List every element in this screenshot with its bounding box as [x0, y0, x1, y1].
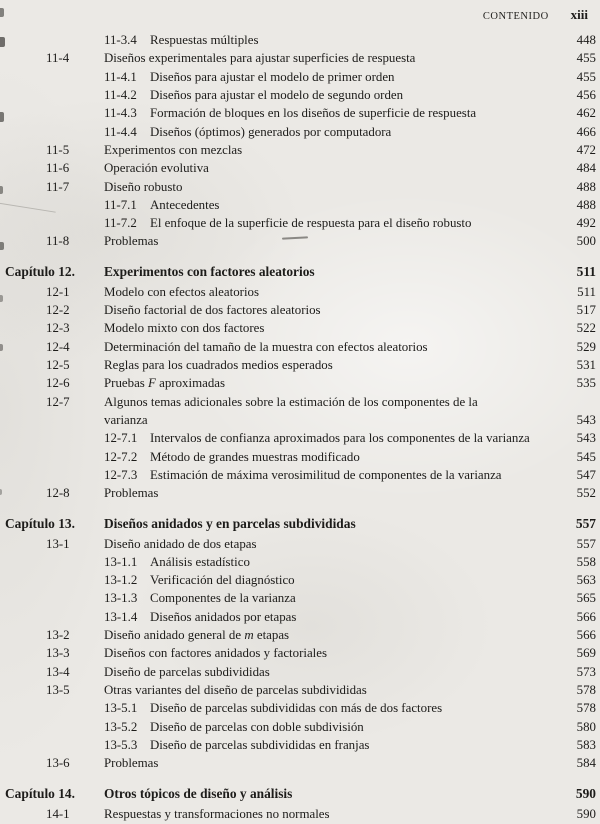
entry-page: 462 — [576, 106, 596, 121]
entry-page: 484 — [576, 161, 596, 176]
entry-number: 11-7 — [46, 179, 70, 194]
entry-title: Estimación de máxima verosimilitud de componentes de la varianza — [150, 467, 502, 482]
entry-page: 488 — [576, 197, 596, 212]
entry-number: 11-4.3 — [104, 106, 137, 121]
entry-number: 13-3 — [46, 646, 70, 661]
entry-page: 455 — [576, 51, 596, 66]
entry-title: Diseño anidado de dos etapas — [104, 536, 257, 551]
entry-title: Pruebas F aproximadas — [104, 376, 226, 391]
toc-row — [0, 699, 600, 717]
entry-title: Intervalos de confianza aproximados para los componentes de la varianza — [150, 431, 530, 446]
entry-title: Verificación del diagnóstico — [150, 573, 295, 588]
scan-smudge — [0, 295, 3, 302]
entry-page: 488 — [576, 179, 596, 194]
entry-page: 558 — [576, 554, 596, 569]
scan-smudge — [0, 37, 5, 47]
toc-row — [0, 681, 600, 699]
toc-row — [0, 338, 600, 356]
entry-title: Respuestas y transformaciones no normales — [104, 806, 330, 821]
entry-title: Diseño anidado general de m etapas — [104, 628, 290, 643]
entry-page: 547 — [576, 467, 596, 482]
entry-page: 578 — [576, 683, 596, 697]
toc-row — [0, 141, 600, 159]
scan-smudge — [0, 344, 3, 351]
entry-number: 12-2 — [46, 303, 70, 318]
toc-row — [0, 429, 600, 447]
toc-row — [0, 553, 600, 571]
entry-title: Problemas — [104, 756, 159, 771]
entry-number: 11-4.4 — [104, 124, 137, 139]
toc-list — [0, 31, 600, 823]
entry-number: 12-8 — [46, 486, 70, 501]
entry-title: Diseños con factores anidados y factoriales — [104, 646, 327, 661]
entry-number: 11-6 — [46, 161, 70, 176]
entry-page: 552 — [576, 486, 596, 501]
toc-row — [0, 626, 600, 644]
entry-page: 565 — [576, 591, 596, 606]
entry-page: 557 — [576, 536, 596, 551]
entry-page: 529 — [576, 339, 596, 354]
entry-title: Antecedentes — [150, 197, 220, 212]
entry-title: Componentes de la varianza — [150, 591, 296, 606]
entry-title: varianza — [104, 412, 148, 427]
toc-chapter-row — [0, 784, 600, 803]
entry-number: 12-1 — [46, 284, 70, 299]
entry-title: Diseño de parcelas con doble subdivisión — [150, 719, 364, 734]
entry-number: Capítulo 14. — [5, 785, 75, 801]
entry-page: 517 — [576, 303, 596, 318]
toc-row — [0, 301, 600, 319]
toc-row — [0, 571, 600, 589]
toc-row — [0, 232, 600, 250]
entry-number: 13-5.1 — [104, 701, 138, 716]
toc-row — [0, 589, 600, 607]
entry-page: 531 — [576, 358, 596, 372]
toc-chapter-row — [0, 514, 600, 533]
page-folio: xiii — [570, 7, 588, 22]
entry-title: Diseños anidados por etapas — [150, 609, 297, 624]
entry-number: 12-7.2 — [104, 449, 138, 464]
entry-number: 13-2 — [46, 628, 70, 643]
entry-page: 583 — [576, 737, 596, 752]
toc-row — [0, 356, 600, 374]
toc-row — [0, 319, 600, 337]
toc-row — [0, 214, 600, 232]
toc-row — [0, 754, 600, 772]
entry-number: 12-7.1 — [104, 431, 138, 446]
entry-number: 11-7.2 — [104, 216, 137, 231]
toc-row — [0, 805, 600, 823]
toc-chapter-row — [0, 262, 600, 281]
entry-number: 13-4 — [46, 664, 70, 679]
entry-title: Operación evolutiva — [104, 161, 209, 176]
toc-row — [0, 608, 600, 626]
entry-title: Problemas — [104, 486, 159, 501]
entry-page: 590 — [575, 785, 596, 801]
entry-page: 535 — [576, 376, 596, 391]
entry-title: Diseño de parcelas subdivididas — [104, 664, 270, 679]
toc-row — [0, 49, 600, 67]
running-head — [483, 6, 588, 24]
scan-smudge — [0, 186, 3, 194]
entry-title: Otras variantes del diseño de parcelas subdivididas — [104, 683, 367, 697]
entry-title: Diseños (óptimos) generados por computadora — [150, 124, 392, 139]
scan-smudge — [0, 112, 4, 122]
entry-title: Diseños anidados y en parcelas subdivididas — [104, 515, 356, 531]
entry-title: Modelo con efectos aleatorios — [104, 284, 259, 299]
toc-row — [0, 31, 600, 49]
entry-page: 500 — [576, 234, 596, 249]
entry-number: 11-5 — [46, 142, 70, 157]
entry-number: 12-7 — [46, 394, 70, 409]
entry-page: 543 — [576, 431, 596, 446]
entry-number: 13-1.1 — [104, 554, 138, 569]
entry-number: 12-5 — [46, 358, 70, 372]
entry-page: 545 — [576, 449, 596, 464]
entry-number: 11-8 — [46, 234, 70, 249]
entry-page: 580 — [576, 719, 596, 734]
entry-title: Diseño robusto — [104, 179, 183, 194]
entry-number: 14-1 — [46, 806, 70, 821]
entry-title: Determinación del tamaño de la muestra con efectos aleatorios — [104, 339, 428, 354]
entry-title: Diseños para ajustar el modelo de primer orden — [150, 69, 395, 84]
entry-title: Diseño de parcelas subdivididas con más de dos factores — [150, 701, 443, 716]
entry-title: Experimentos con mezclas — [104, 142, 243, 157]
entry-page: 492 — [576, 216, 596, 231]
entry-page: 566 — [576, 628, 596, 643]
entry-number: 11-7.1 — [104, 197, 137, 212]
entry-title: Modelo mixto con dos factores — [104, 321, 265, 336]
entry-page: 448 — [576, 33, 596, 47]
entry-number: 13-1.4 — [104, 609, 138, 624]
toc-row — [0, 159, 600, 177]
entry-page: 466 — [576, 124, 596, 139]
entry-title: Respuestas múltiples — [150, 33, 259, 47]
toc-row — [0, 484, 600, 502]
toc-row — [0, 374, 600, 392]
toc-row — [0, 196, 600, 214]
entry-title: Problemas — [104, 234, 159, 249]
entry-title: Formación de bloques en los diseños de superficie de respuesta — [150, 106, 477, 121]
entry-page: 557 — [575, 515, 596, 531]
entry-title: Algunos temas adicionales sobre la estimación de los componentes de la — [104, 394, 478, 409]
toc-row — [0, 736, 600, 754]
entry-number: 11-3.4 — [104, 33, 137, 47]
entry-page: 584 — [576, 756, 596, 771]
entry-number: 12-7.3 — [104, 467, 138, 482]
toc-row — [0, 393, 600, 411]
entry-page: 456 — [576, 87, 596, 102]
entry-title: Método de grandes muestras modificado — [150, 449, 360, 464]
toc-row — [0, 466, 600, 484]
entry-number: Capítulo 12. — [5, 263, 75, 279]
entry-title: Experimentos con factores aleatorios — [104, 263, 315, 279]
toc-row — [0, 283, 600, 301]
entry-page: 590 — [576, 806, 596, 821]
entry-page: 511 — [577, 284, 596, 299]
entry-page: 522 — [576, 321, 596, 336]
entry-title: Diseño factorial de dos factores aleatorios — [104, 303, 321, 318]
toc-row — [0, 644, 600, 662]
entry-number: 11-4.1 — [104, 69, 137, 84]
entry-number: 12-4 — [46, 339, 70, 354]
entry-number: 13-1 — [46, 536, 70, 551]
toc-row — [0, 68, 600, 86]
entry-title: Diseño de parcelas subdivididas en franjas — [150, 737, 370, 752]
entry-page: 472 — [576, 142, 596, 157]
toc-row — [0, 448, 600, 466]
entry-page: 563 — [576, 573, 596, 588]
entry-number: 13-5 — [46, 683, 70, 697]
entry-page: 566 — [576, 609, 596, 624]
entry-title: Otros tópicos de diseño y análisis — [104, 785, 293, 801]
toc-row — [0, 86, 600, 104]
entry-page: 543 — [576, 412, 596, 427]
scan-smudge — [0, 8, 4, 17]
toc-row — [0, 104, 600, 122]
toc-row — [0, 178, 600, 196]
entry-page: 569 — [576, 646, 596, 661]
entry-title: El enfoque de la superficie de respuesta para el diseño robusto — [150, 216, 472, 231]
entry-number: 13-1.3 — [104, 591, 138, 606]
entry-number: 12-3 — [46, 321, 70, 336]
toc-row — [0, 718, 600, 736]
entry-number: 11-4.2 — [104, 87, 137, 102]
entry-title: Análisis estadístico — [150, 554, 250, 569]
entry-title: Diseños experimentales para ajustar superficies de respuesta — [104, 51, 416, 66]
entry-number: 13-1.2 — [104, 573, 138, 588]
entry-number: Capítulo 13. — [5, 515, 75, 531]
entry-page: 511 — [576, 263, 596, 279]
entry-page: 578 — [576, 701, 596, 716]
toc-row — [0, 535, 600, 553]
entry-number: 12-6 — [46, 376, 70, 391]
toc-row — [0, 411, 600, 429]
entry-number: 11-4 — [46, 51, 70, 66]
toc-row — [0, 663, 600, 681]
entry-page: 573 — [576, 664, 596, 679]
toc-row — [0, 123, 600, 141]
scan-smudge — [0, 242, 4, 250]
entry-number: 13-6 — [46, 756, 70, 771]
entry-title: Reglas para los cuadrados medios esperados — [104, 358, 333, 372]
entry-number: 13-5.2 — [104, 719, 138, 734]
entry-number: 13-5.3 — [104, 737, 138, 752]
entry-page: 455 — [576, 69, 596, 84]
running-title: CONTENIDO — [482, 11, 549, 22]
entry-title: Diseños para ajustar el modelo de segundo orden — [150, 87, 404, 102]
